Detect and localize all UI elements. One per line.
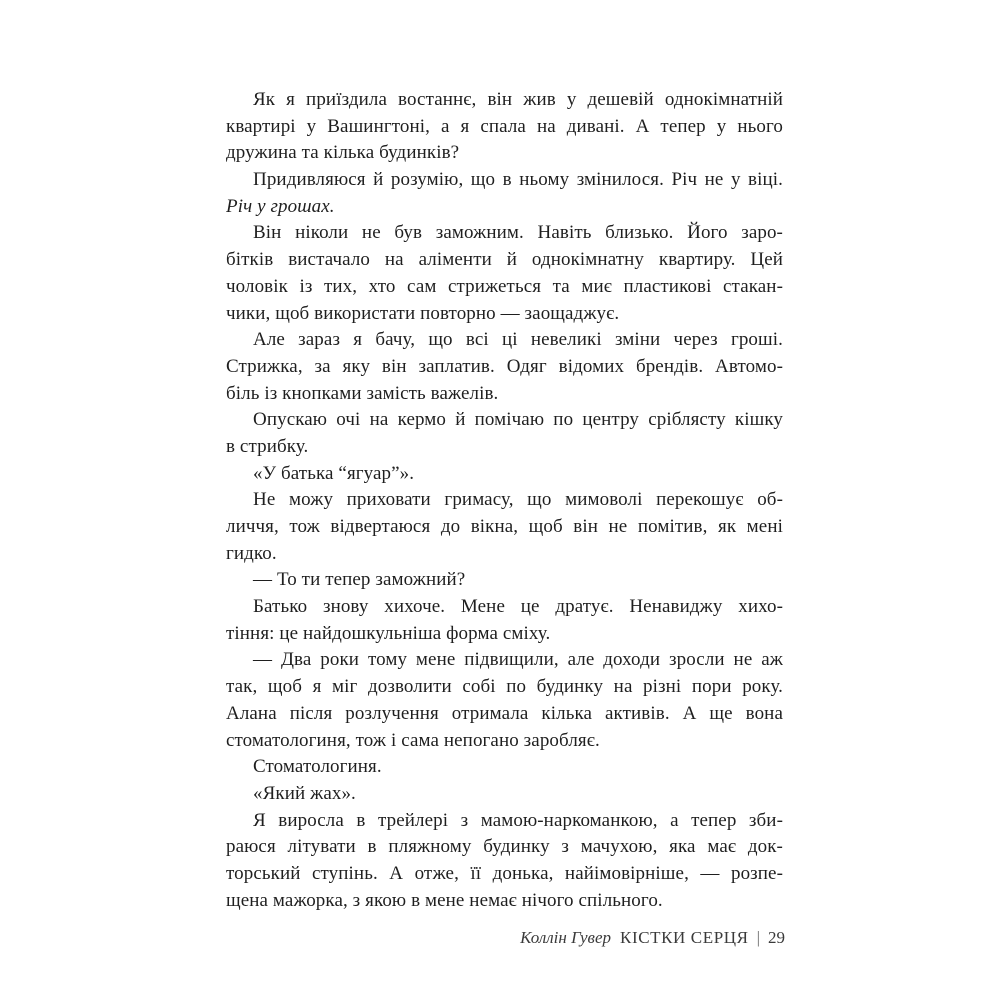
text-line: чики, щоб використати повторно — заощаджує. [226, 302, 620, 324]
text-line: дружина та кілька будинків? [226, 142, 460, 164]
text-line: «У батька “ягуар”». [253, 462, 415, 484]
text-line: стоматологиня, тож і сама непогано заробляє. [226, 729, 600, 751]
footer-author: Коллін Гувер [520, 928, 611, 947]
text-line: тіння: це найдошкульніша форма сміху. [226, 622, 551, 644]
text-line: Стоматологиня. [253, 756, 382, 778]
text-line: Батько знову хихоче. Мене це дратує. Ненавиджу хихо- [253, 596, 783, 618]
text-line: бітків вистачало на аліменти й однокімнатну квартиру. Цей [226, 249, 783, 271]
text-line: Як я приїздила востаннє, він жив у дешевій однокімнатній [253, 89, 783, 110]
text-line: раюся літувати в пляжному будинку з мачухою, яка має док- [226, 836, 783, 858]
text-line: біль із кнопками замість важелів. [226, 382, 499, 404]
text-line: торський ступінь. А отже, її донька, найімовірніше, — розпе- [226, 862, 783, 884]
text-line: так, щоб я міг дозволити собі по будинку на різні пори року. [226, 676, 783, 698]
text-line: щена мажорка, з якою в мене немає нічого спільного. [226, 889, 663, 911]
footer-page-number: 29 [768, 928, 785, 947]
text-line: Стрижка, за яку він заплатив. Одяг відомих брендів. Автомо- [226, 355, 783, 377]
text-line: — То ти тепер заможний? [253, 569, 466, 591]
text-line: Річ у грошах. [226, 195, 335, 217]
footer-separator: | [756, 928, 760, 947]
text-line: — Два роки тому мене підвищили, але доходи зросли не аж [253, 649, 783, 671]
text-line: Але зараз я бачу, що всі ці невеликі зміни через гроші. [253, 329, 783, 351]
text-line: личчя, тож відвертаюся до вікна, щоб він не помітив, як мені [226, 516, 783, 537]
page-text [226, 87, 783, 914]
text-line: в стрибку. [226, 435, 309, 457]
text-line: Алана після розлучення отримала кілька активів. А ще вона [226, 702, 783, 724]
text-line: чоловік із тих, хто сам стрижеться та миє пластикові стакан- [226, 275, 783, 297]
footer-book-title: КІСТКИ СЕРЦЯ [620, 928, 749, 947]
text-line: гидко. [226, 542, 277, 564]
text-line: Не можу приховати гримасу, що мимоволі перекошує об- [253, 489, 783, 511]
text-line: Я виросла в трейлері з мамою-наркоманкою, а тепер зби- [253, 809, 783, 831]
text-line: Придивляюся й розумію, що в ньому змінилося. Річ не у віці. [253, 169, 783, 191]
text-line: Він ніколи не був заможним. Навіть близько. Його заро- [253, 222, 783, 244]
text-line: «Який жах». [253, 782, 356, 804]
text-line: Опускаю очі на кермо й помічаю по центру сріблясту кішку [253, 409, 783, 431]
text-line: квартирі у Вашингтоні, а я спала на дивані. А тепер у нього [226, 115, 783, 137]
page-footer [520, 927, 785, 949]
